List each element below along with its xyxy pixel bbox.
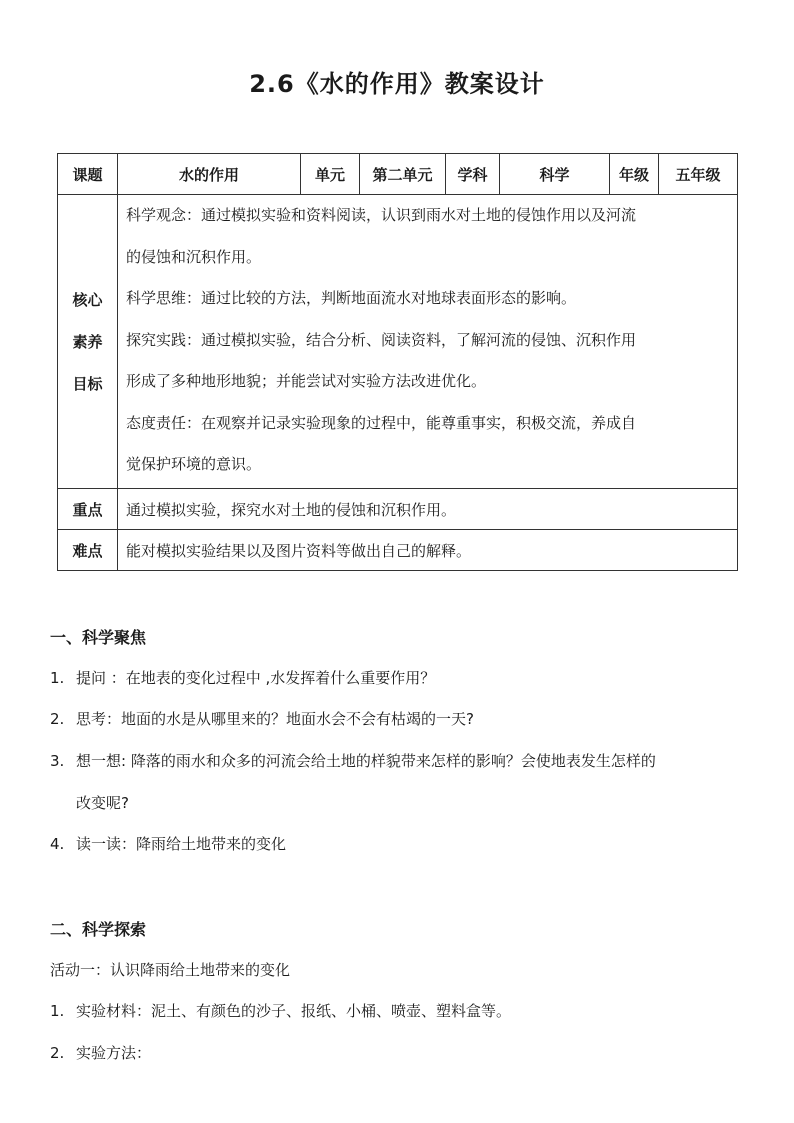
subject-value: 科学 bbox=[500, 154, 610, 195]
activity-title: 活动一：认识降雨给土地带来的变化 bbox=[50, 961, 291, 979]
list-number: 3. bbox=[50, 752, 65, 770]
list-item bbox=[50, 1000, 740, 1021]
course-label: 课题 bbox=[58, 154, 118, 195]
unit-value: 第二单元 bbox=[360, 154, 446, 195]
list-text: 提问 ：在地表的变化过程中 ,水发挥着什么重要作用？ bbox=[76, 669, 436, 687]
key-point-label: 重点 bbox=[58, 489, 118, 530]
core-line: 科学观念：通过模拟实验和资料阅读，认识到雨水对土地的侵蚀作用以及河流 bbox=[126, 206, 637, 224]
core-label bbox=[58, 195, 118, 489]
list-number: 4. bbox=[50, 835, 65, 853]
core-label-line: 目标 bbox=[72, 374, 103, 393]
key-point-row bbox=[58, 489, 738, 530]
difficulty-text: 能对模拟实验结果以及图片资料等做出自己的解释。 bbox=[118, 530, 738, 571]
core-line: 的侵蚀和沉积作用。 bbox=[126, 247, 262, 266]
section-heading: 二、科学探索 bbox=[50, 920, 147, 939]
list-text: 实验材料：泥土、有颜色的沙子、报纸、小桶、喷壶、塑料盒等。 bbox=[76, 1002, 512, 1020]
core-line: 觉保护环境的意识。 bbox=[126, 455, 262, 473]
difficulty-row bbox=[58, 530, 738, 571]
list-item bbox=[50, 708, 740, 729]
list-text: 实验方法： bbox=[76, 1044, 152, 1062]
list-item bbox=[50, 1042, 740, 1063]
unit-label: 单元 bbox=[301, 154, 360, 195]
course-value: 水的作用 bbox=[118, 154, 301, 195]
list-text: 读一读：降雨给土地带来的变化 bbox=[76, 835, 287, 853]
list-item bbox=[50, 833, 740, 854]
grade-value: 五年级 bbox=[659, 154, 738, 195]
list-number: 1. bbox=[50, 1002, 65, 1020]
grade-label: 年级 bbox=[610, 154, 659, 195]
header-row bbox=[58, 154, 738, 195]
list-item bbox=[50, 667, 740, 688]
key-point-text: 通过模拟实验，探究水对土地的侵蚀和沉积作用。 bbox=[118, 489, 738, 530]
list-text-continuation: 改变呢? bbox=[76, 794, 129, 812]
list-text: 思考：地面的水是从哪里来的？地面水会不会有枯竭的一天? bbox=[76, 710, 474, 728]
list-text: 想一想: 降落的雨水和众多的河流会给土地的样貌带来怎样的影响？会使地表发生怎样的 bbox=[76, 752, 656, 770]
core-line: 态度责任：在观察并记录实验现象的过程中，能尊重事实，积极交流，养成自 bbox=[126, 413, 637, 432]
core-label-line: 核心 bbox=[72, 290, 103, 309]
core-content bbox=[118, 195, 738, 489]
section-heading: 一、科学聚焦 bbox=[50, 628, 147, 647]
list-number: 1. bbox=[50, 669, 65, 687]
list-item bbox=[50, 750, 740, 771]
core-line: 形成了多种地形地貌；并能尝试对实验方法改进优化。 bbox=[126, 372, 487, 390]
list-number: 2. bbox=[50, 1044, 65, 1062]
core-label-line: 素养 bbox=[72, 332, 103, 351]
difficulty-label: 难点 bbox=[58, 530, 118, 571]
core-row bbox=[58, 195, 738, 489]
core-line: 科学思维：通过比较的方法，判断地面流水对地球表面形态的影响。 bbox=[126, 289, 577, 307]
subject-label: 学科 bbox=[446, 154, 500, 195]
page-title: 2.6《水的作用》教案设计 bbox=[249, 70, 545, 98]
lesson-plan-table bbox=[57, 153, 738, 571]
list-number: 2. bbox=[50, 710, 65, 728]
core-line: 探究实践：通过模拟实验，结合分析、阅读资料，了解河流的侵蚀、沉积作用 bbox=[126, 330, 637, 349]
